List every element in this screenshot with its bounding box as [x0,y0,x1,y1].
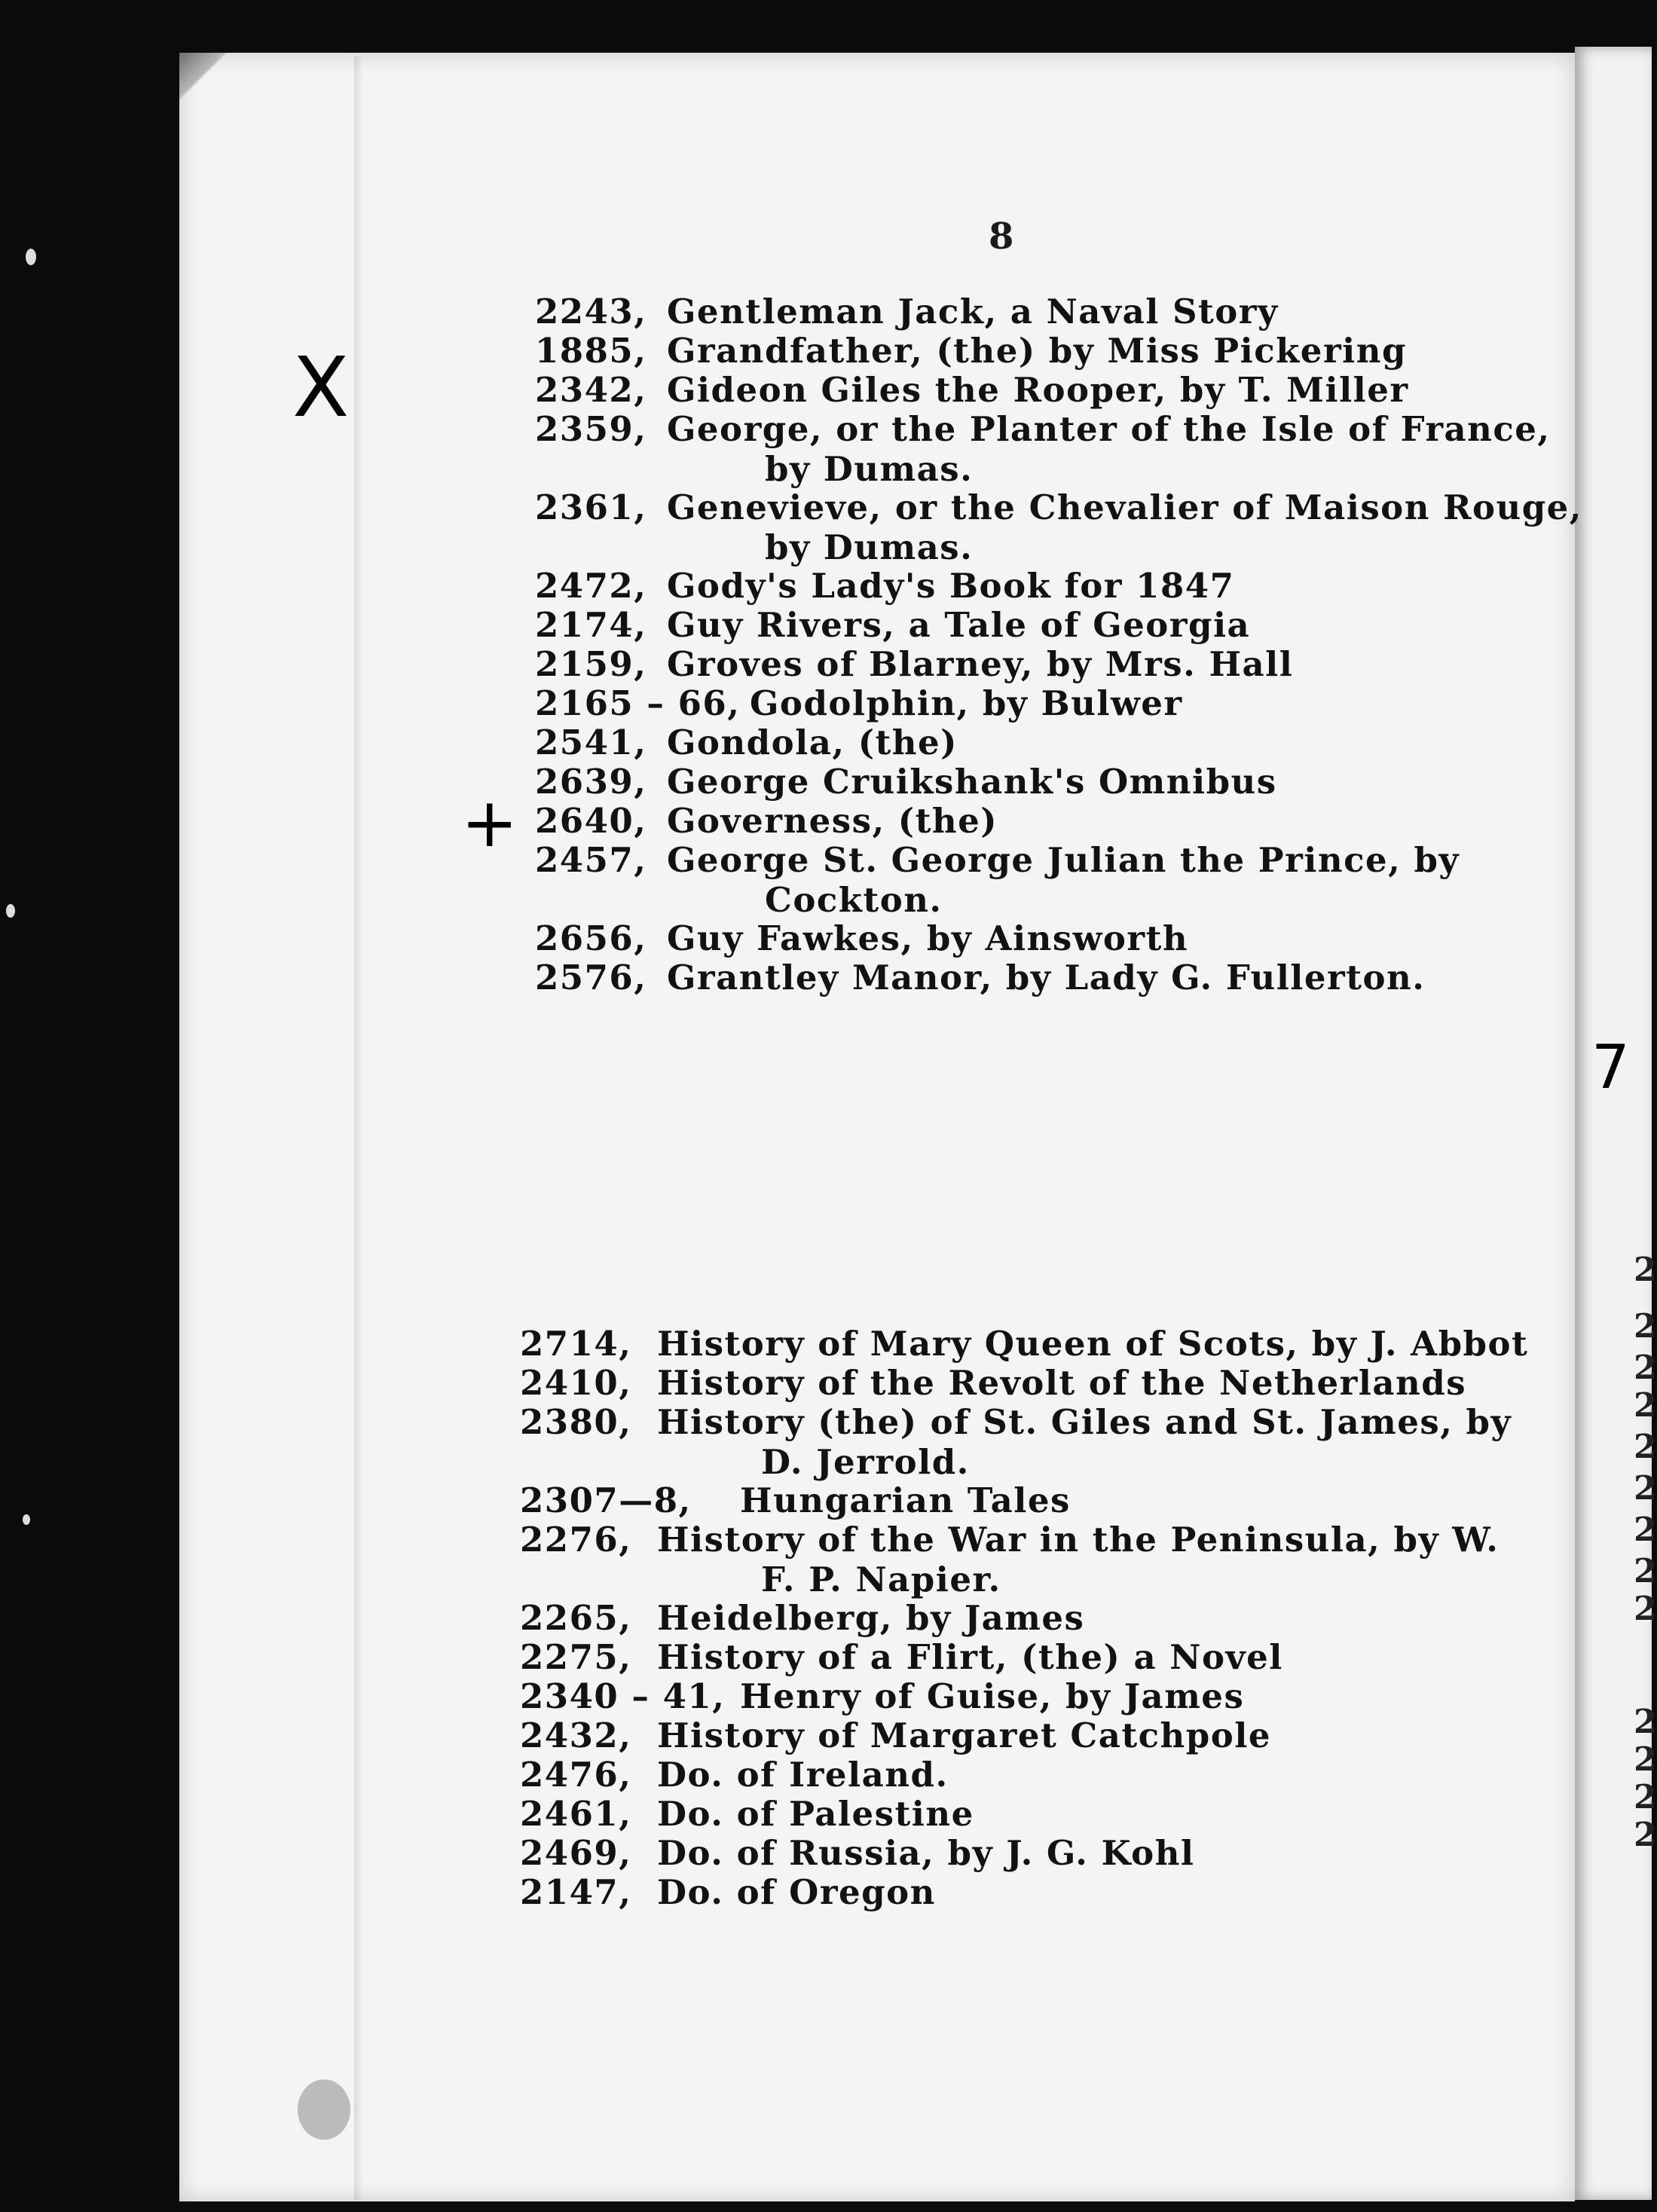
catalog-title: Guy Rivers, a Tale of Georgia [667,605,1251,645]
catalog-number: 2576, [535,958,647,998]
catalog-title: Gody's Lady's Book for 1847 [667,566,1235,606]
catalog-title: Groves of Blarney, by Mrs. Hall [667,644,1294,684]
catalog-number: 2361, [535,487,647,527]
catalog-title: Do. of Palestine [657,1794,974,1834]
catalog-number: 2307—8, [520,1480,692,1520]
adjacent-page-digit: 2 [1634,1778,1657,1816]
catalog-number: 2472, [535,566,647,606]
catalog-number: 2159, [535,644,647,684]
adjacent-page-digit: 2 [1634,1552,1657,1590]
catalog-title-continuation: by Dumas. [765,527,974,567]
catalog-title: Hungarian Tales [740,1480,1071,1520]
handwritten-plus-mark: + [461,784,518,863]
adjacent-page-digit: 2 [1634,1428,1657,1466]
catalog-title: Governess, (the) [667,801,998,841]
catalog-title: Grandfather, (the) by Miss Pickering [667,331,1407,371]
catalog-title: History of Margaret Catchpole [657,1716,1271,1755]
scan-speck [23,1514,30,1525]
catalog-title: History of the War in the Peninsula, by W. [657,1520,1500,1560]
catalog-title: Godolphin, by Bulwer [750,683,1183,723]
adjacent-page-digit: 2 [1634,1740,1657,1779]
catalog-title: Guy Fawkes, by Ainsworth [667,918,1189,958]
adjacent-page-digit: 2 [1634,1386,1657,1425]
catalog-title: George, or the Planter of the Isle of France, [667,409,1551,449]
scan-speck [298,2079,350,2140]
catalog-number: 2276, [520,1520,632,1560]
adjacent-page-digit: 2 [1634,1703,1657,1741]
catalog-number: 2656, [535,918,647,958]
catalog-number: 2147, [520,1872,632,1912]
catalog-number: 2432, [520,1716,632,1755]
catalog-number: 2243, [535,292,647,331]
catalog-title: George Cruikshank's Omnibus [667,762,1277,802]
catalog-number: 2340 – 41, [520,1676,726,1716]
catalog-title: Heidelberg, by James [657,1598,1085,1638]
adjacent-page-digit: 2 [1634,1590,1657,1628]
page-fold-shadow [354,57,363,2200]
catalog-title: History of Mary Queen of Scots, by J. Abbot [657,1324,1529,1364]
catalog-title-continuation: by Dumas. [765,449,974,489]
catalog-number: 2639, [535,762,647,802]
catalog-title-continuation: F. P. Napier. [761,1560,1001,1599]
catalog-title: Gentleman Jack, a Naval Story [667,292,1279,331]
catalog-title: George St. George Julian the Prince, by [667,840,1460,880]
adjacent-page-digit: 2 [1634,1511,1657,1549]
page-number: 8 [989,215,1014,258]
catalog-number: 2714, [520,1324,632,1364]
catalog-number: 2165 – 66, [535,683,741,723]
adjacent-page-digit: 2 [1634,1816,1657,1854]
catalog-title: Grantley Manor, by Lady G. Fullerton. [667,958,1426,998]
catalog-title-continuation: D. Jerrold. [761,1442,970,1482]
catalog-title: Do. of Oregon [657,1872,936,1912]
catalog-title: Genevieve, or the Chevalier of Maison Rouge, [667,487,1582,527]
catalog-title: Do. of Russia, by J. G. Kohl [657,1833,1195,1873]
catalog-number: 2640, [535,801,647,841]
catalog-number: 2461, [520,1794,632,1834]
scan-speck [26,249,36,265]
catalog-title: History of the Revolt of the Netherlands [657,1363,1467,1403]
adjacent-page-digit: 2 [1634,1349,1657,1387]
catalog-number: 2265, [520,1598,632,1638]
catalog-number: 2380, [520,1402,632,1442]
catalog-title: Gideon Giles the Rooper, by T. Miller [667,370,1409,410]
catalog-title: Gondola, (the) [667,723,958,762]
catalog-number: 1885, [535,331,647,371]
catalog-title: History (the) of St. Giles and St. James, by [657,1402,1512,1442]
catalog-title: History of a Flirt, (the) a Novel [657,1637,1283,1677]
catalog-number: 2275, [520,1637,632,1677]
adjacent-page-digit: 2 [1634,1469,1657,1508]
catalog-title-continuation: Cockton. [765,880,943,920]
catalog-title: Do. of Ireland. [657,1755,949,1795]
catalog-number: 2541, [535,723,647,762]
adjacent-page-digit: 2 [1634,1307,1657,1346]
catalog-title: Henry of Guise, by James [740,1676,1245,1716]
catalog-number: 2469, [520,1833,632,1873]
torn-page-corner [179,53,226,99]
catalog-number: 2457, [535,840,647,880]
catalog-number: 2359, [535,409,647,449]
adjacent-page-digit: 2 [1634,1251,1657,1289]
adjacent-page-edge [1575,47,1652,2200]
catalog-number: 2476, [520,1755,632,1795]
catalog-number: 2342, [535,370,647,410]
scan-speck [6,904,15,918]
catalog-number: 2174, [535,605,647,645]
catalog-number: 2410, [520,1363,632,1403]
handwritten-x-mark: X [292,339,350,435]
handwritten-next-page-mark: 7 [1591,1032,1630,1102]
